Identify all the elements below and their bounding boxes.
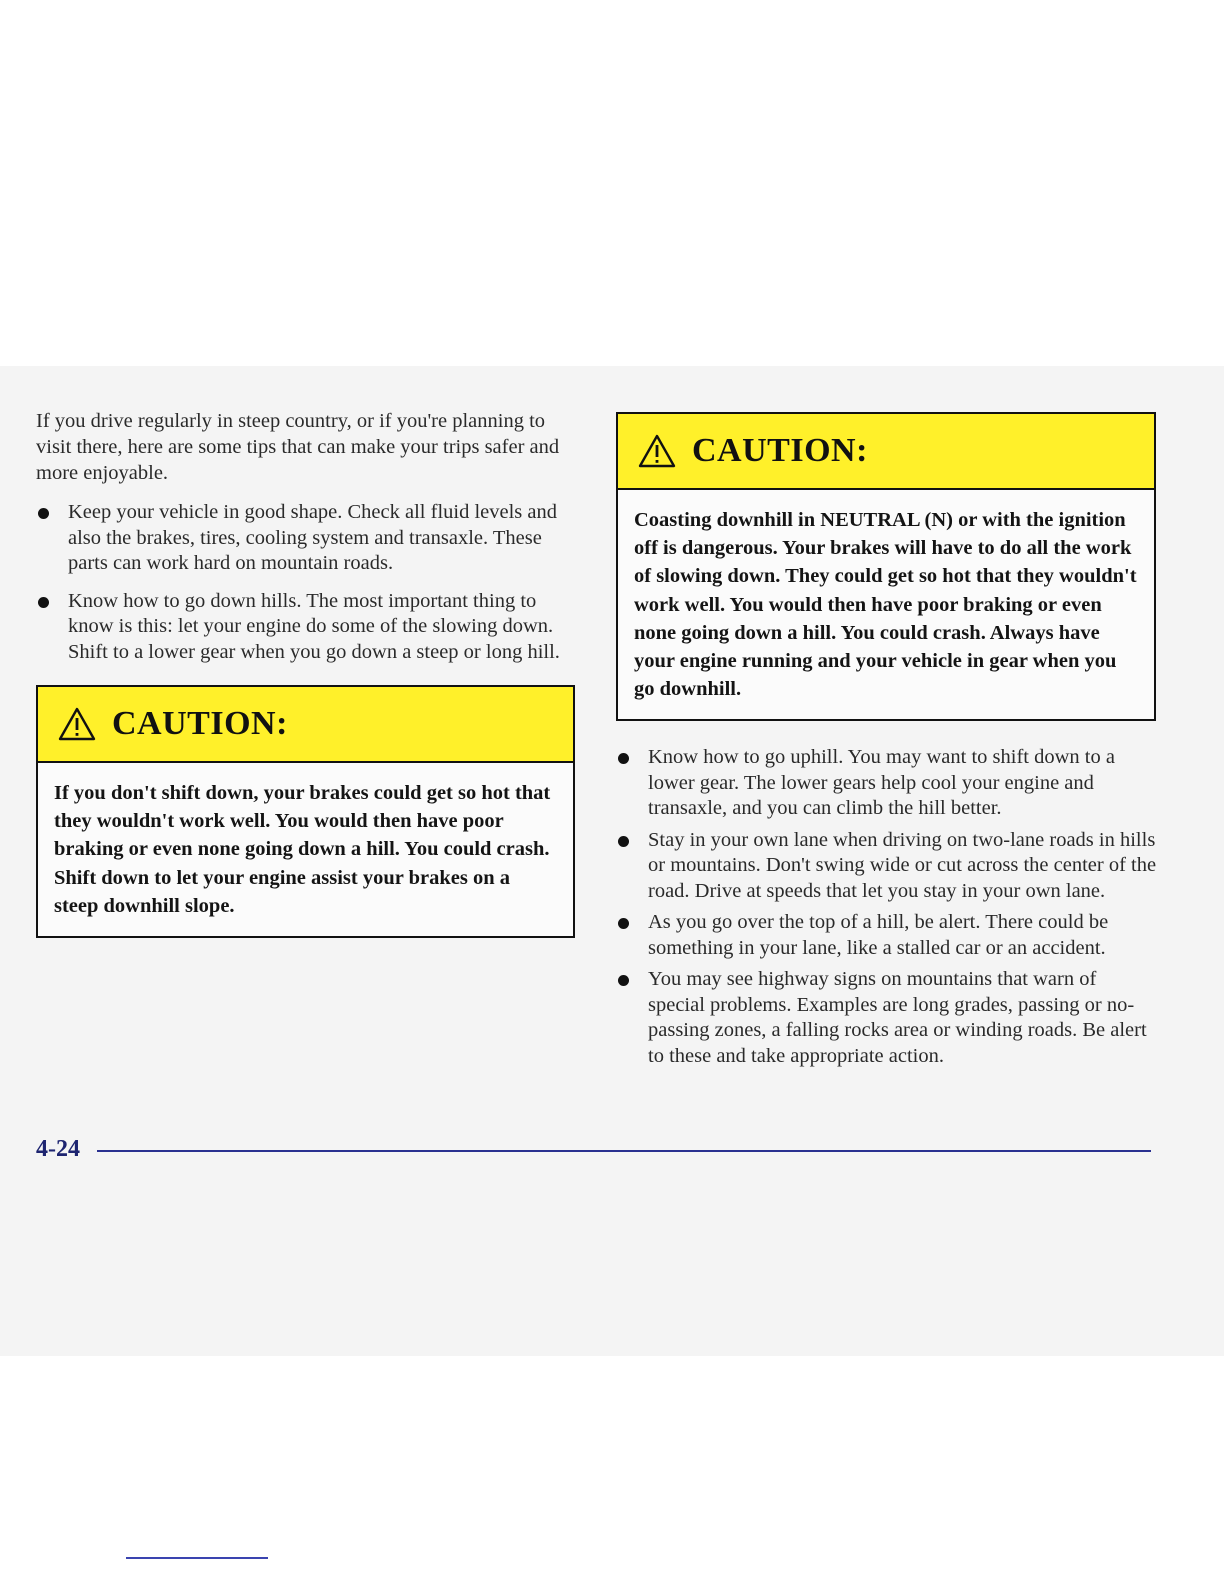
caution-header — [618, 414, 1154, 490]
bullet-text: Keep your vehicle in good shape. Check all fluid levels and also the brakes, tires, cooling system and transaxle. These parts can work hard on mountain roads. — [68, 501, 558, 574]
right-column — [616, 412, 1158, 1075]
caution-title: CAUTION: — [692, 432, 868, 469]
list-item — [36, 500, 576, 577]
warning-triangle-icon — [638, 434, 676, 468]
list-item — [616, 828, 1158, 905]
list-item — [616, 967, 1158, 1069]
list-item — [36, 589, 576, 666]
bullet-icon — [38, 597, 49, 608]
caution-box-downshift — [36, 685, 575, 938]
caution-title: CAUTION: — [112, 705, 288, 742]
bullet-icon — [618, 753, 629, 764]
caution-header — [38, 687, 573, 763]
bullet-text: As you go over the top of a hill, be alert. There could be something in your lane, like a stalled car or an accident. — [648, 911, 1109, 959]
bullet-icon — [618, 836, 629, 847]
bullet-icon — [618, 975, 629, 986]
page-number: 4-24 — [36, 1136, 80, 1162]
bullet-icon — [618, 918, 629, 929]
caution-box-coasting — [616, 412, 1156, 721]
caution-body: If you don't shift down, your brakes could get so hot that they wouldn't work well. You would then have poor braking or even none going down a hill. You could crash. Shift down to let your engine assist your brakes on a steep downhill slope. — [54, 782, 551, 917]
list-item — [616, 745, 1158, 822]
bullet-icon — [38, 508, 49, 519]
bullet-text: Know how to go uphill. You may want to shift down to a lower gear. The lower gears help cool your engine and transaxle, and you can climb the hill better. — [648, 746, 1115, 820]
list-item — [616, 910, 1158, 961]
bullet-text: You may see highway signs on mountains that warn of special problems. Examples are long grades, passing or no-passing zones, a falling rocks area or winding roads. Be alert to these and take appropriate action. — [648, 968, 1147, 1067]
bottom-link-underline[interactable] — [126, 1557, 268, 1559]
caution-body: Coasting downhill in NEUTRAL (N) or with the ignition off is dangerous. Your brakes will have to do all the work of slowing down. They could get so hot that they wouldn't work well. You would then have poor braking or even none going down a hill. You could crash. Always have your engine running and your vehicle in gear when you go downhill. — [634, 509, 1137, 701]
left-bullet-list — [36, 500, 576, 665]
footer-rule — [97, 1150, 1151, 1152]
warning-triangle-icon — [58, 707, 96, 741]
intro-paragraph: If you drive regularly in steep country, or if you're planning to visit there, here are some tips that can make your trips safer and more enjoyable. — [36, 410, 560, 484]
left-column — [36, 408, 576, 938]
bullet-text: Stay in your own lane when driving on two-lane roads in hills or mountains. Don't swing wide or cut across the center of the road. Drive at speeds that let you stay in your own lane. — [648, 828, 1157, 902]
bullet-text: Know how to go down hills. The most important thing to know is this: let your engine do some of the slowing down. Shift to a lower gear when you go down a steep or long hill. — [68, 589, 560, 663]
right-bullet-list — [616, 745, 1158, 1069]
